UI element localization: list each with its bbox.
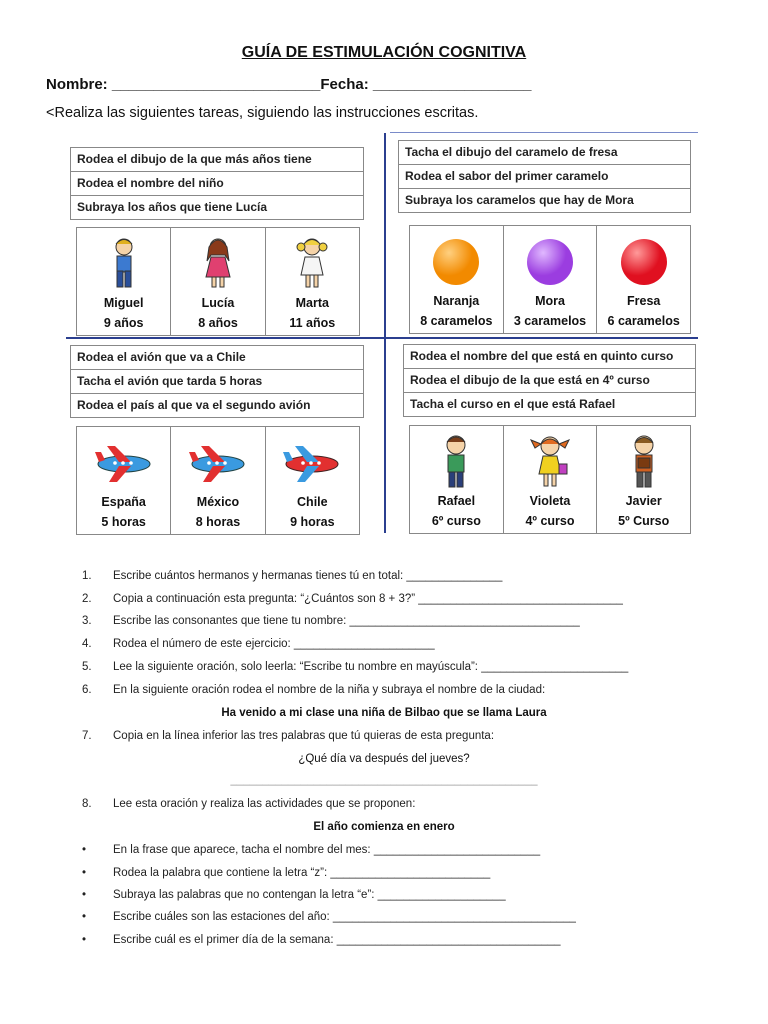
- card-mexico[interactable]: [171, 427, 265, 534]
- question-number: 6.: [82, 684, 92, 696]
- card-espana[interactable]: [77, 427, 171, 534]
- card-value: 9 horas: [290, 515, 335, 529]
- bullet-mark: •: [82, 911, 87, 923]
- question-number: 2.: [82, 593, 92, 605]
- question-number: 4.: [82, 638, 92, 650]
- red-candy-icon: [597, 232, 690, 292]
- instruction: Subraya los años que tiene Lucía: [77, 200, 268, 214]
- card-value: 3 caramelos: [513, 314, 587, 328]
- question-number: 8.: [82, 798, 92, 810]
- instruction: Tacha el avión que tarda 5 horas: [71, 370, 363, 394]
- orange-candy-icon: [410, 232, 503, 292]
- card-javier[interactable]: [597, 426, 690, 533]
- card-fresa[interactable]: [597, 226, 690, 333]
- card-value: 5 horas: [101, 515, 146, 529]
- question-number: 1.: [82, 570, 92, 582]
- divider-vertical: [384, 133, 386, 533]
- card-marta[interactable]: [266, 228, 359, 335]
- card-value: 8 años: [198, 316, 238, 330]
- card-label: México: [196, 495, 240, 509]
- instruction: Tacha el dibujo del caramelo de fresa: [399, 141, 690, 165]
- question-number: 3.: [82, 615, 92, 627]
- card-label: Miguel: [103, 296, 144, 310]
- instruction: Rodea el nombre del niño: [71, 172, 363, 196]
- instruction: Rodea el nombre del que está en quinto curso: [404, 345, 695, 369]
- question-text: Rodea el número de este ejercicio: ______________________: [113, 638, 435, 650]
- bullet-mark: •: [82, 867, 87, 879]
- bullet-text: Subraya las palabras que no contengan la letra “e”: ____________________: [113, 889, 506, 901]
- bullet-text: En la frase que aparece, tacha el nombre del mes: __________________________: [113, 844, 541, 856]
- instruction: Subraya los caramelos que hay de Mora: [405, 193, 634, 207]
- instructions-ages: [70, 147, 364, 220]
- airplane-icon: [171, 433, 264, 493]
- question-number: 5.: [82, 661, 92, 673]
- question-text: En la siguiente oración rodea el nombre de la niña y subraya el nombre de la ciudad:: [113, 684, 546, 696]
- instruction: Rodea el país al que va el segundo avión: [77, 398, 311, 412]
- instruction: Rodea el sabor del primer caramelo: [399, 165, 690, 189]
- instructions-candies: [398, 140, 691, 213]
- question-text: Copia en la línea inferior las tres palabras que tú quieras de esta pregunta:: [113, 730, 495, 742]
- card-naranja[interactable]: [410, 226, 504, 333]
- question-text: Lee la siguiente oración, solo leerla: “Escribe tu nombre en mayúscula”: _______________________: [113, 661, 629, 673]
- card-label: Chile: [297, 495, 328, 509]
- question-number: 7.: [82, 730, 92, 742]
- instruction: Rodea el dibujo de la que está en 4º curso: [404, 369, 695, 393]
- card-rafael[interactable]: [410, 426, 504, 533]
- card-mora[interactable]: [504, 226, 598, 333]
- airplane-red-icon: [266, 433, 359, 493]
- airplane-icon: [77, 433, 170, 493]
- cards-ages: [76, 227, 360, 336]
- card-label: Naranja: [433, 294, 480, 308]
- divider-top: [390, 132, 698, 133]
- bullet-mark: •: [82, 844, 87, 856]
- divider-horizontal: [66, 337, 698, 339]
- boy-icon: [77, 234, 170, 294]
- question-text: Copia a continuación esta pregunta: “¿Cuántos son 8 + 3?” ________________________________: [113, 593, 623, 605]
- card-value: 9 años: [103, 316, 144, 330]
- intro-text: <Realiza las siguientes tareas, siguiendo las instrucciones escritas.: [46, 105, 479, 121]
- question-text: Escribe las consonantes que tiene tu nombre: ____________________________________: [113, 615, 580, 627]
- card-label: Javier: [625, 494, 662, 508]
- answer-line-q7[interactable]: ________________________________________________: [230, 774, 538, 786]
- card-chile[interactable]: [266, 427, 359, 534]
- card-label: Lucía: [201, 296, 235, 310]
- card-value: 11 años: [289, 316, 336, 330]
- card-value: 8 caramelos: [420, 314, 493, 328]
- bullet-text: Rodea la palabra que contiene la letra “z”: _________________________: [113, 867, 491, 879]
- sentence-q7: ¿Qué día va después del jueves?: [298, 753, 470, 765]
- bullet-text: Escribe cuál es el primer día de la semana: ___________________________________: [113, 934, 561, 946]
- instruction: Tacha el curso en el que está Rafael: [410, 397, 616, 411]
- card-value: 5º Curso: [618, 514, 670, 528]
- sentence-q6: Ha venido a mi clase una niña de Bilbao que se llama Laura: [221, 707, 547, 719]
- card-label: Violeta: [529, 494, 571, 508]
- purple-candy-icon: [504, 232, 597, 292]
- instruction: Rodea el dibujo de la que más años tiene: [71, 148, 363, 172]
- girl-blonde-icon: [266, 234, 359, 294]
- instructions-planes: [70, 345, 364, 418]
- card-value: 6º curso: [431, 514, 481, 528]
- card-lucia[interactable]: [171, 228, 265, 335]
- sentence-q8: El año comienza en enero: [313, 821, 455, 833]
- cards-planes: [76, 426, 360, 535]
- name-date-line: Nombre: _________________________Fecha: ___________________: [46, 76, 532, 93]
- girl-student-icon: [504, 432, 597, 492]
- girl-icon: [171, 234, 264, 294]
- card-label: Mora: [535, 294, 565, 308]
- bullet-mark: •: [82, 889, 87, 901]
- card-label: España: [101, 495, 146, 509]
- card-violeta[interactable]: [504, 426, 598, 533]
- instructions-courses: [403, 344, 696, 417]
- card-value: 8 horas: [195, 515, 241, 529]
- card-value: 4º curso: [525, 514, 575, 528]
- question-text: Escribe cuántos hermanos y hermanas tienes tú en total: _______________: [113, 570, 503, 582]
- boy-student-icon: [410, 432, 503, 492]
- card-value: 6 caramelos: [607, 314, 680, 328]
- bullet-text: Escribe cuáles son las estaciones del año: ______________________________________: [113, 911, 576, 923]
- instruction: Rodea el avión que va a Chile: [71, 346, 363, 370]
- cards-candies: [409, 225, 691, 334]
- card-miguel[interactable]: [77, 228, 171, 335]
- page-title: GUÍA DE ESTIMULACIÓN COGNITIVA: [241, 44, 527, 61]
- question-text: Lee esta oración y realiza las actividades que se proponen:: [113, 798, 416, 810]
- cards-courses: [409, 425, 691, 534]
- card-label: Fresa: [627, 294, 661, 308]
- boy-reading-icon: [597, 432, 690, 492]
- bullet-mark: •: [82, 934, 87, 946]
- card-label: Rafael: [437, 494, 476, 508]
- card-label: Marta: [295, 296, 329, 310]
